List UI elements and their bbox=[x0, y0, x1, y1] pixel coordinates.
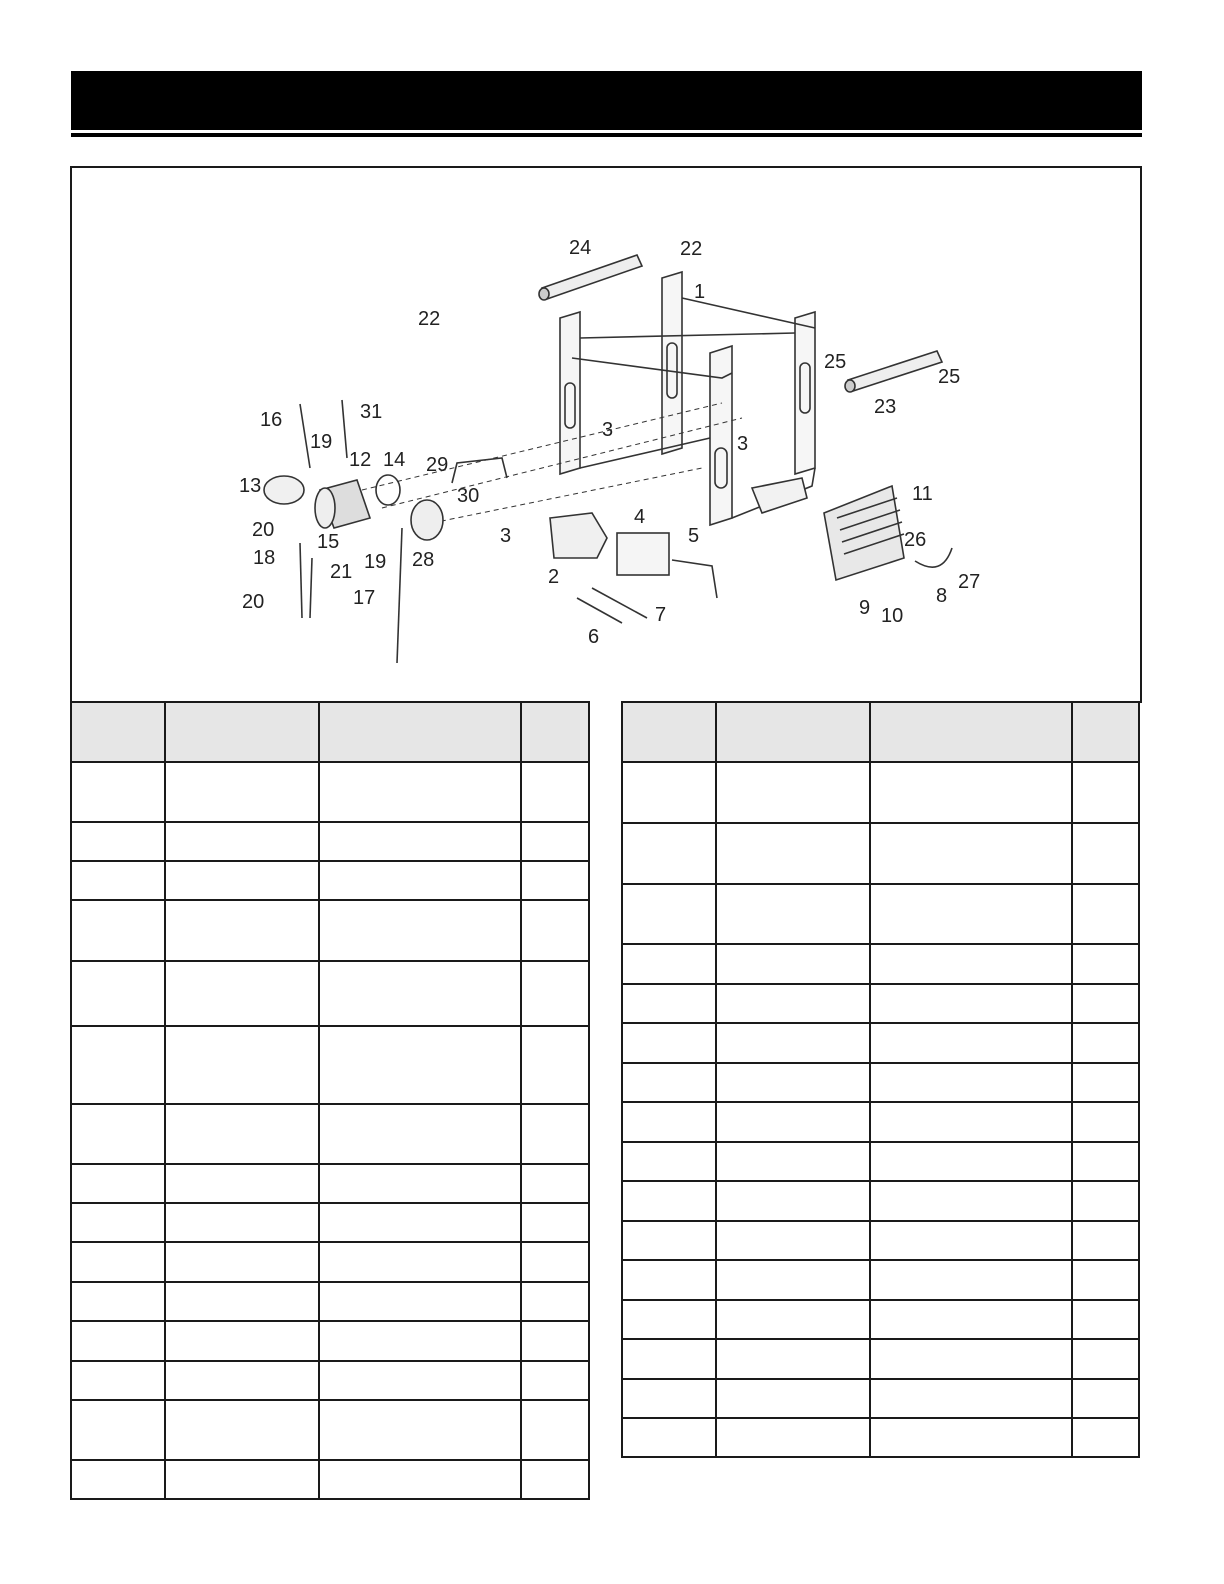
frame-assembly bbox=[560, 272, 815, 525]
hose-17 bbox=[397, 528, 402, 663]
battery-strap bbox=[672, 560, 717, 598]
hose-18 bbox=[300, 543, 302, 618]
callout-4: 4 bbox=[634, 506, 646, 528]
hose-31 bbox=[342, 400, 347, 458]
table-row bbox=[622, 1300, 1139, 1339]
electronic-module bbox=[550, 513, 607, 558]
parts-table-left bbox=[70, 701, 590, 1500]
cover-plate bbox=[411, 500, 443, 540]
header-cell bbox=[319, 702, 521, 762]
table-row bbox=[71, 1203, 589, 1242]
table-row bbox=[622, 884, 1139, 944]
table-row bbox=[622, 1102, 1139, 1142]
callout-30: 30 bbox=[457, 485, 480, 507]
header-cell bbox=[716, 702, 870, 762]
table-row bbox=[71, 861, 589, 900]
clamp-ring bbox=[376, 475, 400, 505]
callout-27: 27 bbox=[958, 571, 981, 593]
parts-table-right bbox=[621, 701, 1140, 1458]
callout-31: 31 bbox=[360, 401, 383, 423]
callout-5: 5 bbox=[688, 525, 700, 547]
callout-23: 23 bbox=[874, 396, 897, 418]
callout-8: 8 bbox=[936, 585, 948, 607]
callout-3b: 3 bbox=[737, 433, 749, 455]
callout-15: 15 bbox=[317, 531, 340, 553]
callout-14: 14 bbox=[383, 449, 406, 471]
callout-22b: 22 bbox=[680, 238, 703, 260]
callout-12: 12 bbox=[349, 449, 372, 471]
handle-roller-top bbox=[539, 255, 642, 300]
table-row bbox=[71, 1460, 589, 1499]
diagram-frame bbox=[70, 166, 1142, 703]
table-row bbox=[622, 1418, 1139, 1457]
callout-2: 2 bbox=[548, 566, 560, 588]
callout-25b: 25 bbox=[938, 366, 961, 388]
callout-6: 6 bbox=[588, 626, 600, 648]
table-row bbox=[622, 1339, 1139, 1379]
callout-28: 28 bbox=[412, 549, 435, 571]
table-row bbox=[622, 762, 1139, 823]
callout-3c: 3 bbox=[500, 525, 512, 547]
table-row bbox=[71, 900, 589, 961]
table-row bbox=[71, 1026, 589, 1104]
callout-20b: 20 bbox=[242, 591, 265, 613]
callout-21: 21 bbox=[330, 561, 353, 583]
callout-10: 10 bbox=[881, 605, 904, 627]
callout-7: 7 bbox=[655, 604, 667, 626]
table-row bbox=[622, 984, 1139, 1023]
hose-clamp bbox=[264, 476, 304, 504]
table-row bbox=[622, 944, 1139, 984]
callout-22a: 22 bbox=[418, 308, 441, 330]
table-row bbox=[71, 1361, 589, 1400]
exploded-parts-diagram bbox=[72, 168, 1140, 703]
callout-16: 16 bbox=[260, 409, 283, 431]
filter-cylinder bbox=[315, 480, 370, 528]
table-row bbox=[622, 1142, 1139, 1181]
table-row bbox=[622, 1181, 1139, 1221]
handle-roller-right bbox=[845, 351, 942, 392]
table-row bbox=[622, 1221, 1139, 1260]
callout-11: 11 bbox=[912, 483, 933, 505]
cable-6 bbox=[577, 598, 622, 623]
callout-18: 18 bbox=[253, 547, 276, 569]
table-row bbox=[71, 762, 589, 822]
header-cell bbox=[1072, 702, 1139, 762]
table-row bbox=[71, 1282, 589, 1321]
table-row bbox=[71, 1321, 589, 1361]
table-row bbox=[622, 1379, 1139, 1418]
title-underline bbox=[71, 133, 1142, 137]
header-cell bbox=[870, 702, 1072, 762]
table-row bbox=[71, 1104, 589, 1164]
page-title-bar bbox=[71, 71, 1142, 130]
inverter-radiator bbox=[824, 486, 904, 580]
hose-21 bbox=[310, 558, 312, 618]
callout-26: 26 bbox=[904, 529, 927, 551]
callout-19b: 19 bbox=[364, 551, 387, 573]
callout-3a: 3 bbox=[602, 419, 614, 441]
hose-16 bbox=[300, 404, 310, 468]
callout-9: 9 bbox=[859, 597, 871, 619]
table-row bbox=[71, 1164, 589, 1203]
table-row bbox=[622, 1023, 1139, 1063]
header-cell bbox=[521, 702, 589, 762]
table-row bbox=[71, 822, 589, 861]
callout-1: 1 bbox=[694, 281, 706, 303]
callout-19a: 19 bbox=[310, 431, 333, 453]
header-cell bbox=[71, 702, 165, 762]
cable-7 bbox=[592, 588, 647, 618]
callout-25a: 25 bbox=[824, 351, 847, 373]
table-row bbox=[71, 961, 589, 1026]
header-cell bbox=[622, 702, 716, 762]
callout-20a: 20 bbox=[252, 519, 275, 541]
table-row bbox=[622, 823, 1139, 884]
battery bbox=[617, 533, 669, 575]
table-row bbox=[71, 1242, 589, 1282]
table-row bbox=[71, 1400, 589, 1460]
table-row bbox=[622, 1260, 1139, 1300]
callout-29: 29 bbox=[426, 454, 449, 476]
callout-24: 24 bbox=[569, 237, 592, 259]
callout-17: 17 bbox=[353, 587, 376, 609]
table-row bbox=[622, 1063, 1139, 1102]
callout-13: 13 bbox=[239, 475, 262, 497]
header-cell bbox=[165, 702, 319, 762]
